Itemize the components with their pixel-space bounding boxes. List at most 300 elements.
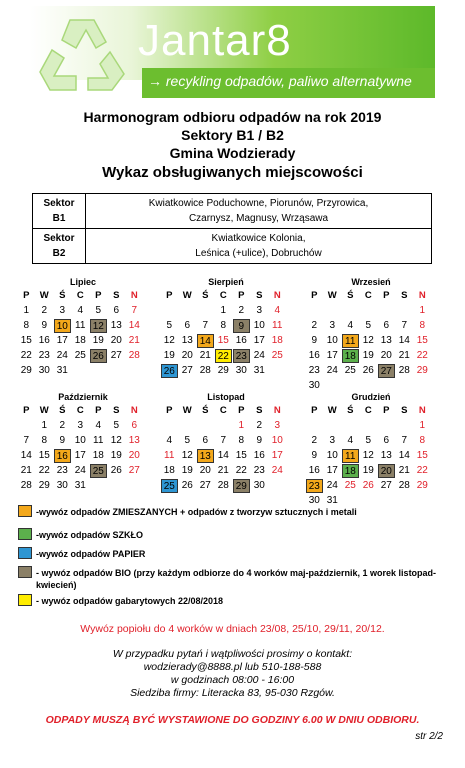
- weekday-label: P: [383, 290, 390, 301]
- calendar-day: 2: [256, 420, 263, 431]
- calendar-day: 30: [38, 365, 50, 376]
- calendar-day: 17: [326, 350, 338, 361]
- calendar-day: 29: [233, 479, 250, 493]
- empty-day: [360, 419, 377, 433]
- calendar-day: 22: [416, 350, 428, 361]
- calendar-day: 28: [398, 365, 410, 376]
- empty-day: [342, 419, 359, 433]
- month-name: Grudzień: [351, 392, 391, 402]
- calendar-day: 25: [74, 350, 86, 361]
- mix-swatch: [18, 505, 32, 517]
- calendar-day: 11: [75, 320, 86, 331]
- calendar-day: 28: [217, 480, 229, 491]
- calendar-day: 26: [362, 365, 374, 376]
- empty-day: [197, 304, 214, 318]
- calendar-day: 14: [128, 320, 140, 331]
- calendar-day: 24: [326, 480, 338, 491]
- calendar-day: 2: [41, 305, 48, 316]
- empty-day: [378, 304, 395, 318]
- calendar-day: 23: [233, 349, 250, 363]
- calendar-day: 14: [217, 450, 229, 461]
- empty-day: [215, 419, 232, 433]
- calendar-day: 24: [74, 465, 86, 476]
- glass-swatch: [18, 528, 32, 540]
- weekday-header: [306, 289, 436, 304]
- calendar-day: 23: [306, 479, 323, 493]
- calendar-day: 16: [54, 449, 71, 463]
- calendar-day: 22: [38, 465, 50, 476]
- calendar-day: 6: [113, 305, 120, 316]
- calendar-day: 11: [164, 450, 175, 461]
- calendar-day: 20: [128, 450, 140, 461]
- empty-day: [197, 419, 214, 433]
- week-row: [18, 479, 148, 494]
- weekday-label: S: [401, 405, 408, 416]
- calendar-day: 2: [311, 435, 318, 446]
- calendar-day: 12: [163, 335, 175, 346]
- week-row: [161, 449, 291, 464]
- calendar-day: 22: [20, 350, 32, 361]
- calendar-listopad: [161, 391, 291, 494]
- calendar-day: 27: [199, 480, 211, 491]
- recycle-icon: [32, 12, 132, 94]
- empty-day: [306, 304, 323, 318]
- calendar-day: 3: [329, 320, 336, 331]
- legend-text: -wywóz odpadów PAPIER: [36, 549, 146, 559]
- calendar-day: 22: [215, 349, 232, 363]
- calendar-day: 4: [95, 420, 102, 431]
- week-row: [306, 479, 436, 494]
- calendar-day: 31: [326, 495, 338, 506]
- calendar-day: 8: [419, 435, 426, 446]
- calendar-day: 28: [199, 365, 211, 376]
- calendar-pazdziernik: [18, 391, 148, 494]
- weekday-label: S: [113, 290, 120, 301]
- calendar-day: 9: [256, 435, 263, 446]
- calendar-day: 17: [74, 450, 86, 461]
- weekday-label: Ś: [59, 290, 66, 301]
- calendar-day: 11: [272, 320, 283, 331]
- contact-address: Siedziba firmy: Literacka 83, 95-030 Rzgów.: [130, 687, 335, 699]
- calendar-day: 12: [110, 435, 122, 446]
- calendar-day: 26: [161, 364, 178, 378]
- calendar-day: 21: [199, 350, 211, 361]
- empty-day: [324, 304, 341, 318]
- week-row: [161, 349, 291, 364]
- tagline: [148, 73, 412, 89]
- table-row: [33, 229, 432, 264]
- calendar-day: 7: [131, 305, 138, 316]
- month-name: Listopad: [207, 392, 245, 402]
- calendar-day: 13: [128, 435, 140, 446]
- calendar-day: 13: [380, 335, 392, 346]
- calendar-day: 1: [419, 420, 426, 431]
- calendar-day: 31: [253, 365, 265, 376]
- calendar-day: 28: [398, 480, 410, 491]
- calendar-day: 26: [362, 480, 374, 491]
- sector-code: Sektor B1: [33, 194, 86, 229]
- empty-day: [126, 364, 143, 378]
- calendar-day: 4: [166, 435, 173, 446]
- table-row: [33, 194, 432, 229]
- calendar-day: 13: [197, 449, 214, 463]
- calendar-day: 6: [131, 420, 138, 431]
- calendar-day: 5: [95, 305, 102, 316]
- calendar-day: 12: [90, 319, 107, 333]
- empty-day: [90, 364, 107, 378]
- calendar-sierpien: [161, 276, 291, 379]
- calendar-day: 18: [342, 349, 359, 363]
- calendar-day: 14: [398, 335, 410, 346]
- calendar-day: 27: [181, 365, 193, 376]
- calendar-day: 28: [128, 350, 140, 361]
- empty-day: [108, 364, 125, 378]
- weekday-label: S: [256, 405, 263, 416]
- header-banner: [30, 6, 435, 102]
- calendar-day: 27: [128, 465, 140, 476]
- calendar-day: 4: [347, 435, 354, 446]
- empty-day: [72, 364, 89, 378]
- calendar-day: 21: [128, 335, 140, 346]
- weekday-label: P: [311, 290, 318, 301]
- bulky-swatch: [18, 594, 32, 606]
- week-row: [306, 319, 436, 334]
- weekday-label: N: [273, 290, 281, 301]
- calendar-day: 30: [308, 380, 320, 391]
- week-row: [161, 304, 291, 319]
- calendar-day: 29: [38, 480, 50, 491]
- empty-day: [108, 479, 125, 493]
- calendar-day: 23: [38, 350, 50, 361]
- calendar-day: 1: [23, 305, 30, 316]
- week-row: [306, 304, 436, 319]
- calendar-wrzesien: [306, 276, 436, 394]
- calendar-day: 13: [380, 450, 392, 461]
- calendar-day: 3: [59, 305, 66, 316]
- calendar-day: 7: [401, 320, 408, 331]
- calendar-day: 10: [74, 435, 86, 446]
- calendar-day: 20: [181, 350, 193, 361]
- calendar-day: 30: [235, 365, 247, 376]
- month-name: Lipiec: [69, 277, 96, 287]
- calendar-day: 17: [253, 335, 265, 346]
- calendar-day: 26: [110, 465, 122, 476]
- calendar-day: 8: [238, 435, 245, 446]
- calendar-day: 16: [235, 335, 247, 346]
- doc-title: Harmonogram odbioru odpadów na rok 2019: [83, 109, 382, 125]
- calendar-day: 10: [271, 435, 283, 446]
- calendar-day: 7: [202, 320, 209, 331]
- empty-day: [90, 479, 107, 493]
- sector-places: Kwiatkowice Poduchowne, Piorunów, Przyrowica, Czarnysz, Magnusy, Wrząsawa: [86, 194, 432, 229]
- weekday-label: W: [327, 405, 337, 416]
- calendar-day: 16: [38, 335, 50, 346]
- calendar-day: 24: [253, 350, 265, 361]
- week-row: [18, 464, 148, 479]
- calendar-day: 29: [416, 480, 428, 491]
- gmina-title: Gmina Wodzierady: [169, 145, 296, 161]
- calendar-day: 27: [380, 480, 392, 491]
- weekday-label: P: [311, 405, 318, 416]
- week-row: [18, 334, 148, 349]
- weekday-label: W: [39, 290, 49, 301]
- calendar-day: 1: [419, 305, 426, 316]
- week-row: [306, 419, 436, 434]
- legend-text: -wywóz odpadów ZMIESZANYCH + odpadów z tworzyw sztucznych i metali: [36, 507, 357, 517]
- legend-text: -wywóz odpadów SZKŁO: [36, 530, 143, 540]
- calendar-day: 19: [362, 465, 374, 476]
- empty-day: [378, 419, 395, 433]
- weekday-label: P: [166, 290, 173, 301]
- weekday-label: C: [219, 405, 227, 416]
- empty-day: [360, 304, 377, 318]
- contact-intro: W przypadku pytań i wątpliwości prosimy o kontakt:: [112, 648, 353, 660]
- calendar-day: 3: [256, 305, 263, 316]
- legend-text: - wywóz odpadów BIO (przy każdym odbiorze do 4 worków maj-październik, 1 worek listopad-kwiecień): [36, 568, 437, 590]
- empty-day: [179, 304, 196, 318]
- calendar-day: 15: [416, 335, 428, 346]
- empty-day: [342, 304, 359, 318]
- calendar-day: 24: [326, 365, 338, 376]
- calendar-day: 25: [344, 480, 356, 491]
- calendar-day: 17: [271, 450, 283, 461]
- calendar-day: 30: [56, 480, 68, 491]
- calendar-day: 26: [181, 480, 193, 491]
- calendar-day: 23: [253, 465, 265, 476]
- calendar-day: 13: [181, 335, 193, 346]
- week-row: [161, 419, 291, 434]
- calendar-day: 27: [378, 364, 395, 378]
- weekday-label: P: [23, 405, 30, 416]
- weekday-label: N: [130, 290, 138, 301]
- calendar-day: 16: [308, 350, 320, 361]
- calendar-day: 7: [220, 435, 227, 446]
- empty-day: [269, 364, 286, 378]
- empty-day: [179, 419, 196, 433]
- calendar-day: 1: [41, 420, 48, 431]
- calendar-day: 10: [326, 335, 338, 346]
- empty-day: [396, 419, 413, 433]
- calendar-day: 14: [197, 334, 214, 348]
- calendar-day: 9: [311, 450, 318, 461]
- legend-gabaryty: [18, 594, 458, 612]
- empty-day: [18, 419, 35, 433]
- weekday-label: C: [364, 290, 372, 301]
- calendar-day: 2: [311, 320, 318, 331]
- calendar-day: 11: [342, 449, 359, 463]
- calendar-day: 29: [217, 365, 229, 376]
- calendar-day: 9: [311, 335, 318, 346]
- calendar-day: 25: [90, 464, 107, 478]
- calendar-day: 20: [110, 335, 122, 346]
- calendar-day: 1: [238, 420, 245, 431]
- paper-swatch: [18, 547, 32, 559]
- calendar-day: 18: [163, 465, 175, 476]
- legend-papier: [18, 547, 458, 565]
- weekday-label: N: [130, 405, 138, 416]
- weekday-label: C: [364, 405, 372, 416]
- calendar-day: 8: [23, 320, 30, 331]
- week-row: [306, 364, 436, 379]
- weekday-label: Ś: [202, 290, 209, 301]
- weekday-label: Ś: [59, 405, 66, 416]
- legend-szklo: [18, 528, 458, 546]
- week-row: [161, 434, 291, 449]
- weekday-label: P: [95, 290, 102, 301]
- brand-name: Jantar8: [138, 16, 292, 65]
- empty-day: [396, 304, 413, 318]
- contact-hours: w godzinach 08:00 - 16:00: [170, 674, 295, 686]
- calendar-day: 20: [378, 464, 395, 478]
- calendar-day: 8: [419, 320, 426, 331]
- weekday-label: P: [383, 405, 390, 416]
- calendar-day: 21: [398, 465, 410, 476]
- calendar-day: 18: [271, 335, 283, 346]
- calendar-day: 9: [59, 435, 66, 446]
- calendar-lipiec: [18, 276, 148, 379]
- calendar-day: 16: [308, 465, 320, 476]
- calendar-day: 14: [398, 450, 410, 461]
- deadline-warning: ODPADY MUSZĄ BYĆ WYSTAWIONE DO GODZINY 6.00 W DNIU ODBIORU.: [45, 714, 420, 726]
- week-row: [18, 304, 148, 319]
- calendar-day: 22: [235, 465, 247, 476]
- calendar-day: 5: [184, 435, 191, 446]
- calendar-day: 6: [184, 320, 191, 331]
- page-number: str 2/2: [415, 731, 443, 742]
- calendar-grudzien: [306, 391, 436, 509]
- weekday-label: W: [182, 290, 192, 301]
- week-row: [18, 434, 148, 449]
- calendar-day: 20: [199, 465, 211, 476]
- calendar-day: 11: [342, 334, 359, 348]
- calendar-day: 19: [362, 350, 374, 361]
- calendar-day: 5: [113, 420, 120, 431]
- calendar-day: 4: [347, 320, 354, 331]
- weekday-label: S: [256, 290, 263, 301]
- week-row: [161, 464, 291, 479]
- arrow-icon: →: [148, 73, 166, 89]
- empty-day: [269, 479, 286, 493]
- legend-mix: [18, 505, 458, 529]
- weekday-label: S: [401, 290, 408, 301]
- calendar-day: 5: [365, 320, 372, 331]
- weekday-label: P: [23, 290, 30, 301]
- week-row: [18, 349, 148, 364]
- calendar-day: 5: [166, 320, 173, 331]
- calendar-day: 18: [342, 464, 359, 478]
- ash-note: Wywóz popiołu do 4 worków w dniach 23/08, 25/10, 29/11, 20/12.: [80, 623, 385, 635]
- calendar-day: 15: [20, 335, 32, 346]
- calendar-day: 18: [92, 450, 104, 461]
- calendar-day: 13: [110, 320, 122, 331]
- calendar-day: 2: [59, 420, 66, 431]
- places-title: Wykaz obsługiwanych miejscowości: [102, 164, 363, 181]
- calendar-day: 12: [362, 450, 374, 461]
- calendar-day: 4: [77, 305, 84, 316]
- calendar-day: 12: [362, 335, 374, 346]
- calendar-day: 8: [41, 435, 48, 446]
- tagline-text: recykling odpadów, paliwo alternatywne: [165, 73, 412, 89]
- weekday-label: S: [113, 405, 120, 416]
- calendar-day: 19: [92, 335, 104, 346]
- contact-email-phone[interactable]: wodzierady@8888.pl lub 510-188-588: [143, 661, 322, 673]
- calendar-day: 15: [416, 450, 428, 461]
- weekday-label: P: [238, 290, 245, 301]
- sector-places: Kwiatkowice Kolonia, Leśnica (+ulice), Dobruchów: [86, 229, 432, 264]
- calendar-day: 29: [20, 365, 32, 376]
- week-row: [306, 349, 436, 364]
- sector-code: Sektor B2: [33, 229, 86, 264]
- calendar-day: 26: [90, 349, 107, 363]
- weekday-header: [161, 404, 291, 419]
- weekday-label: P: [166, 405, 173, 416]
- calendar-day: 28: [20, 480, 32, 491]
- weekday-label: W: [39, 405, 49, 416]
- week-row: [306, 464, 436, 479]
- calendar-day: 12: [181, 450, 193, 461]
- calendar-day: 19: [181, 465, 193, 476]
- calendar-day: 25: [344, 365, 356, 376]
- weekday-label: C: [76, 290, 84, 301]
- calendar-day: 17: [326, 465, 338, 476]
- calendar-day: 21: [217, 465, 229, 476]
- calendar-day: 9: [233, 319, 250, 333]
- month-name: Sierpień: [208, 277, 244, 287]
- calendar-day: 1: [220, 305, 227, 316]
- weekday-label: W: [327, 290, 337, 301]
- weekday-header: [18, 404, 148, 419]
- week-row: [161, 334, 291, 349]
- calendar-day: 27: [110, 350, 122, 361]
- bio-swatch: [18, 566, 32, 578]
- calendar-day: 4: [274, 305, 281, 316]
- calendar-day: 30: [308, 495, 320, 506]
- calendar-day: 14: [20, 450, 32, 461]
- calendar-day: 6: [202, 435, 209, 446]
- calendar-day: 8: [220, 320, 227, 331]
- calendar-day: 30: [253, 480, 265, 491]
- calendar-day: 3: [329, 435, 336, 446]
- weekday-label: N: [418, 290, 426, 301]
- week-row: [18, 319, 148, 334]
- empty-day: [324, 419, 341, 433]
- calendar-day: 10: [253, 320, 265, 331]
- calendar-day: 24: [271, 465, 283, 476]
- empty-day: [126, 479, 143, 493]
- weekday-label: P: [95, 405, 102, 416]
- weekday-label: C: [76, 405, 84, 416]
- weekday-label: Ś: [202, 405, 209, 416]
- calendar-day: 6: [383, 435, 390, 446]
- weekday-header: [18, 289, 148, 304]
- calendar-day: 25: [271, 350, 283, 361]
- calendar-day: 3: [274, 420, 281, 431]
- empty-day: [161, 304, 178, 318]
- calendar-day: 20: [380, 350, 392, 361]
- calendar-day: 11: [93, 435, 104, 446]
- month-name: Wrzesień: [351, 277, 391, 287]
- empty-day: [306, 419, 323, 433]
- calendar-day: 23: [308, 365, 320, 376]
- calendar-day: 21: [20, 465, 32, 476]
- sectors-title: Sektory B1 / B2: [181, 127, 284, 143]
- calendar-day: 25: [161, 479, 178, 493]
- weekday-label: Ś: [347, 405, 354, 416]
- calendar-day: 7: [23, 435, 30, 446]
- calendar-day: 7: [401, 435, 408, 446]
- calendar-day: 3: [77, 420, 84, 431]
- calendar-day: 24: [56, 350, 68, 361]
